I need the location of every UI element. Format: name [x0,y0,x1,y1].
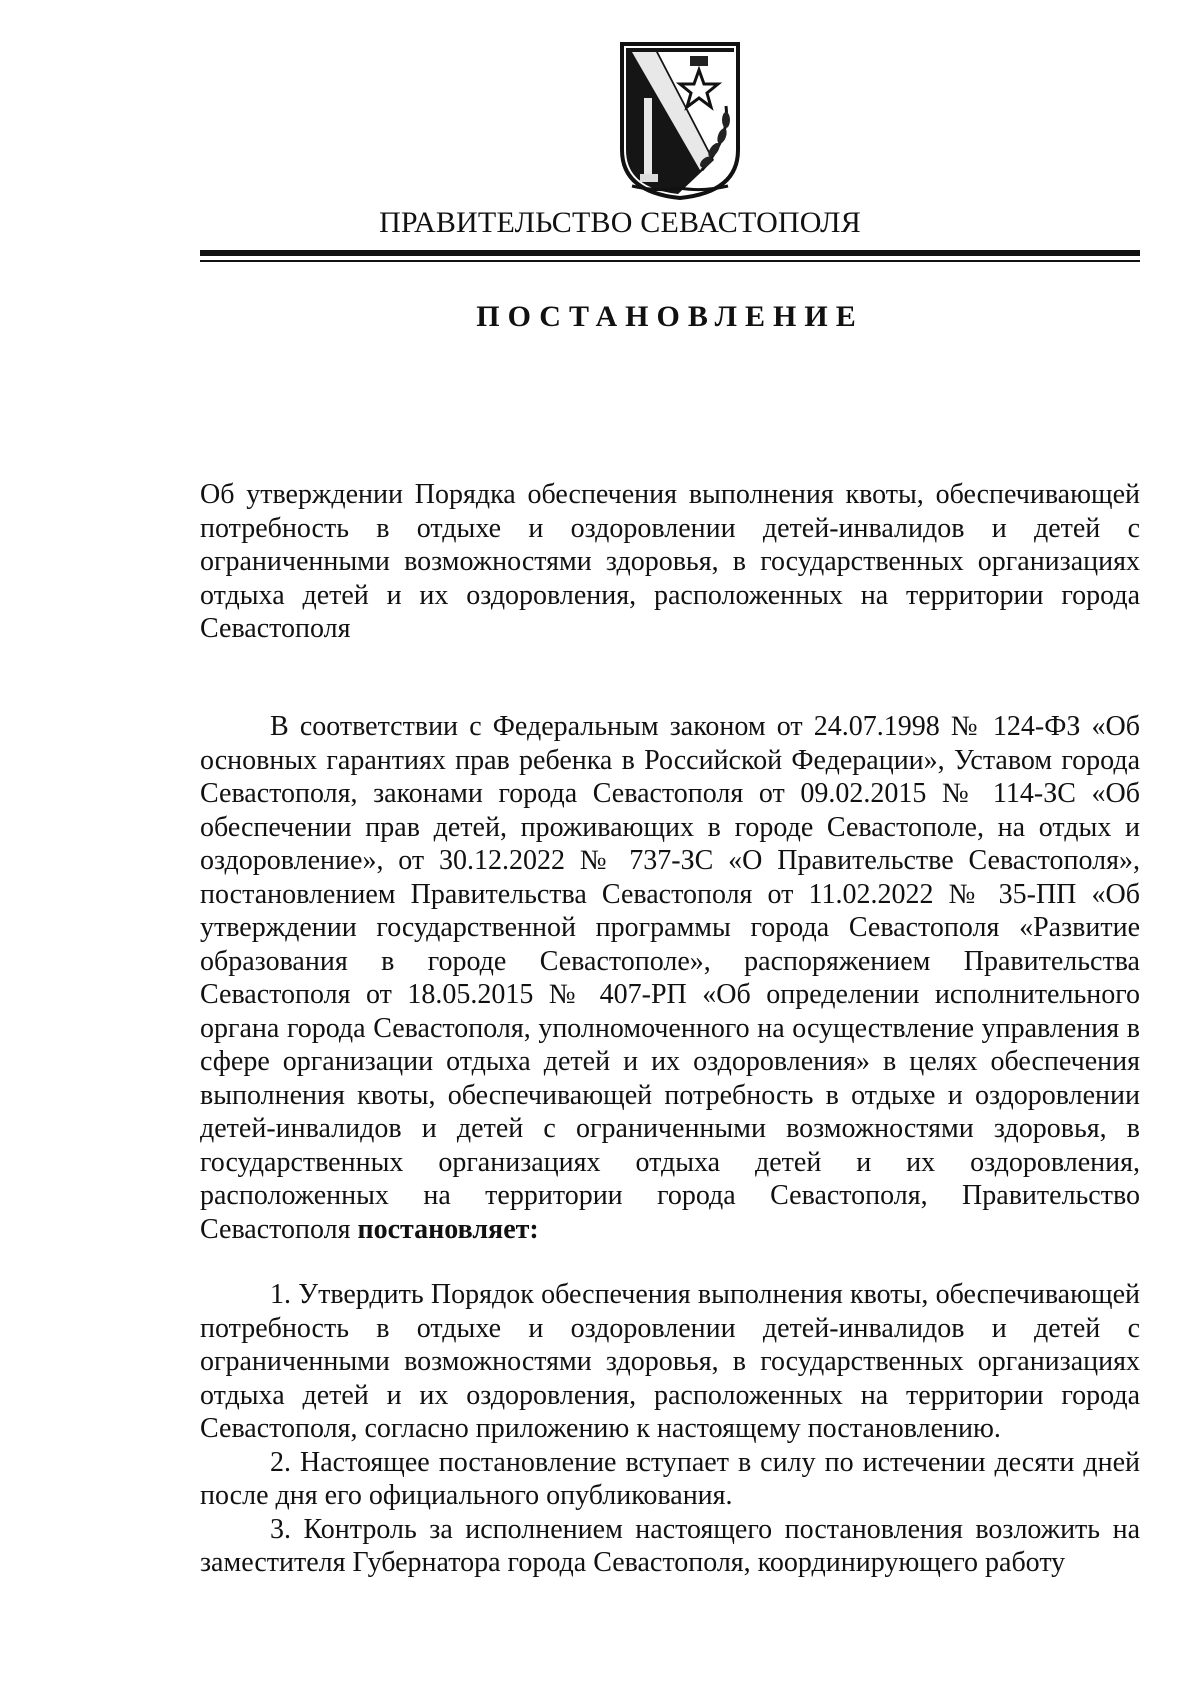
document-title: Об утверждении Порядка обеспечения выполнения квоты, обеспечивающей потребность в отдыхе и оздоровлении детей-инвалидов и детей с ограниченными возможностями здоровья, в государственных организациях отдыха детей и их оздоровления, расположенных на территории города Севастополя [200,479,1140,644]
preamble-text: В соответствии с Федеральным законом от 24.07.1998 № 124-ФЗ «Об основных гарантиях прав ребенка в Российской Федерации», Уставом города Севастополя, законами города Севастополя от 09.02.2015 № 114-ЗС «Об обеспечении прав детей, проживающих в городе Севастополе, на отдых и оздоровление», от 30.12.2022 № 737-ЗС «О Правительстве Севастополя», постановлением Правительства Севастополя от 11.02.2022 № 35-ПП «Об утверждении государственной программы города Севастополя «Развитие образования в городе Севастополе», распоряжением Правительства Севастополя от 18.05.2015 № 407-РП «Об определении исполнительного органа города Севастополя, уполномоченного на осуществление управления в сфере организации отдыха детей и их оздоровления» в целях обеспечения выполнения квоты, обеспечивающей потребность в отдыхе и оздоровлении детей-инвалидов и детей с ограниченными возможностями здоровья, в государственных организациях отдыха детей и их оздоровления, расположенных на территории города Севастополя, Правительство Севастополя [200,711,1140,1245]
resolution-item: 3. Контроль за исполнением настоящего постановления возложить на заместителя Губернатора города Севастополя, координирующего работу [200,1513,1140,1578]
organization-name: ПРАВИТЕЛЬСТВО СЕВАСТОПОЛЯ [379,206,861,239]
header-divider-thin [200,260,1140,262]
header-divider-thick [200,250,1140,256]
coat-of-arms-emblem [618,42,742,200]
resolution-item: 1. Утвердить Порядок обеспечения выполнения квоты, обеспечивающей потребность в отдыхе и оздоровлении детей-инвалидов и детей с ограниченными возможностями здоровья, в государственных организациях отдыха детей и их оздоровления, расположенных на территории города Севастополя, согласно приложению к настоящему постановлению. [200,1279,1140,1444]
resolution-item: 2. Настоящее постановление вступает в силу по истечении десяти дней после дня его официального опубликования. [200,1446,1140,1511]
document-type: ПОСТАНОВЛЕНИЕ [476,300,864,333]
resolves-word: постановляет: [357,1213,539,1245]
preamble-paragraph [200,710,1140,1246]
resolution-items [200,1278,1140,1580]
